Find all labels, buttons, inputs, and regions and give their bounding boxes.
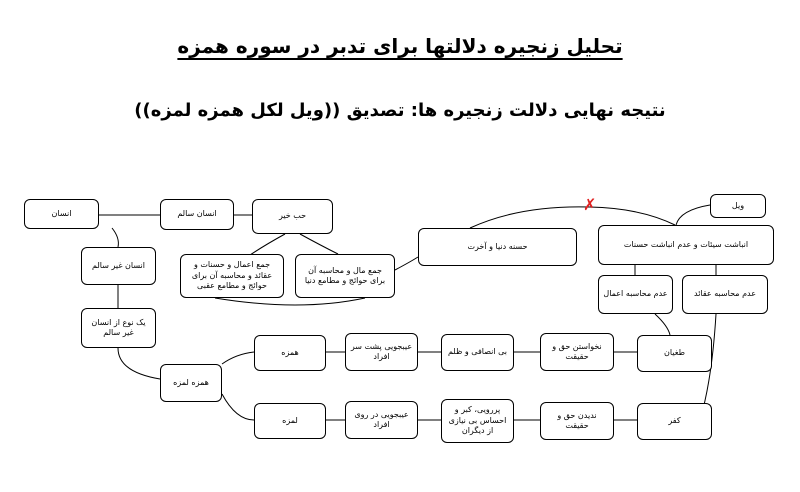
node-label: عدم محاسبه اعمال	[603, 289, 668, 299]
node-hamaza	[254, 335, 326, 371]
node-insan-salem	[160, 199, 234, 230]
node-porrui	[441, 399, 514, 443]
node-anbasht	[598, 225, 774, 265]
edge	[222, 352, 254, 364]
edge	[222, 394, 254, 420]
node-label: انسان غیر سالم	[92, 260, 145, 270]
edge	[655, 314, 670, 335]
node-label: بی انصافی و ظلم	[447, 347, 508, 357]
node-jam-amal	[180, 254, 284, 298]
node-label: انسان	[51, 208, 72, 218]
edge	[300, 234, 338, 254]
edge	[395, 257, 418, 270]
node-jam-mal	[295, 254, 395, 298]
node-label: حسنه دنیا و آخرت	[467, 241, 528, 251]
node-noee-az	[81, 308, 156, 348]
node-label: یک نوع از انسان غیر سالم	[91, 317, 146, 337]
node-eyb-posht	[345, 333, 418, 371]
node-veyl	[710, 194, 766, 218]
node-bi-ensafi	[441, 334, 514, 371]
node-label: همزه لمزه	[173, 377, 209, 387]
node-insan-gheir-salem	[81, 247, 156, 285]
node-tughyan	[637, 335, 712, 372]
edge	[112, 228, 118, 247]
node-label: عیبجویی پشت سر افراد	[350, 341, 413, 361]
node-label: انسان سالم	[177, 209, 217, 219]
node-label: عیبجویی در روی افراد	[354, 409, 409, 429]
node-adam-aqaed	[682, 275, 768, 314]
node-insan	[24, 199, 99, 229]
edge	[676, 205, 710, 225]
node-lamaza	[254, 403, 326, 439]
node-label: ویل	[731, 200, 745, 210]
node-label: پررویی، کبر و احساس بی نیازی از دیگران	[448, 405, 507, 436]
node-label: انباشت سیئات و عدم انباشت حسنات	[623, 239, 749, 249]
edge	[118, 348, 160, 379]
node-eyb-ru	[345, 401, 418, 439]
edge	[250, 234, 285, 255]
node-label: کفر	[668, 416, 681, 426]
node-label: لمزه	[282, 415, 298, 425]
page-title: تحلیل زنجیره دلالتها برای تدبر در سوره همزه	[177, 34, 623, 58]
node-nakhastan	[540, 333, 614, 371]
node-label: جمع اعمال و حسنات و عقائد و محاسبه آن برای حوائج و مطامع عقبی	[191, 260, 273, 291]
node-label: نخواستن حق و حقیقت	[552, 341, 602, 361]
node-label: طغیان	[664, 348, 685, 358]
node-label: جمع مال و محاسبه آن برای حوائج و مطامع دنیا	[304, 265, 386, 285]
node-nadidan	[540, 402, 614, 440]
node-kofr	[637, 403, 712, 440]
node-label: عدم محاسبه عقائد	[694, 289, 756, 299]
node-adam-amal	[598, 275, 673, 314]
node-hobb-khayr	[252, 199, 333, 234]
edge	[215, 298, 365, 305]
node-label: همزه	[281, 347, 299, 357]
cross-mark: ✗	[583, 195, 597, 214]
page-subtitle: نتیجه نهایی دلالت زنجیره ها: تصدیق ((ویل لکل همزه لمزه))	[134, 100, 666, 121]
node-hasane	[418, 228, 577, 266]
node-hamaza-lamaza	[160, 364, 222, 402]
node-label: حب خیر	[278, 211, 307, 221]
node-label: ندیدن حق و حقیقت	[557, 410, 597, 430]
